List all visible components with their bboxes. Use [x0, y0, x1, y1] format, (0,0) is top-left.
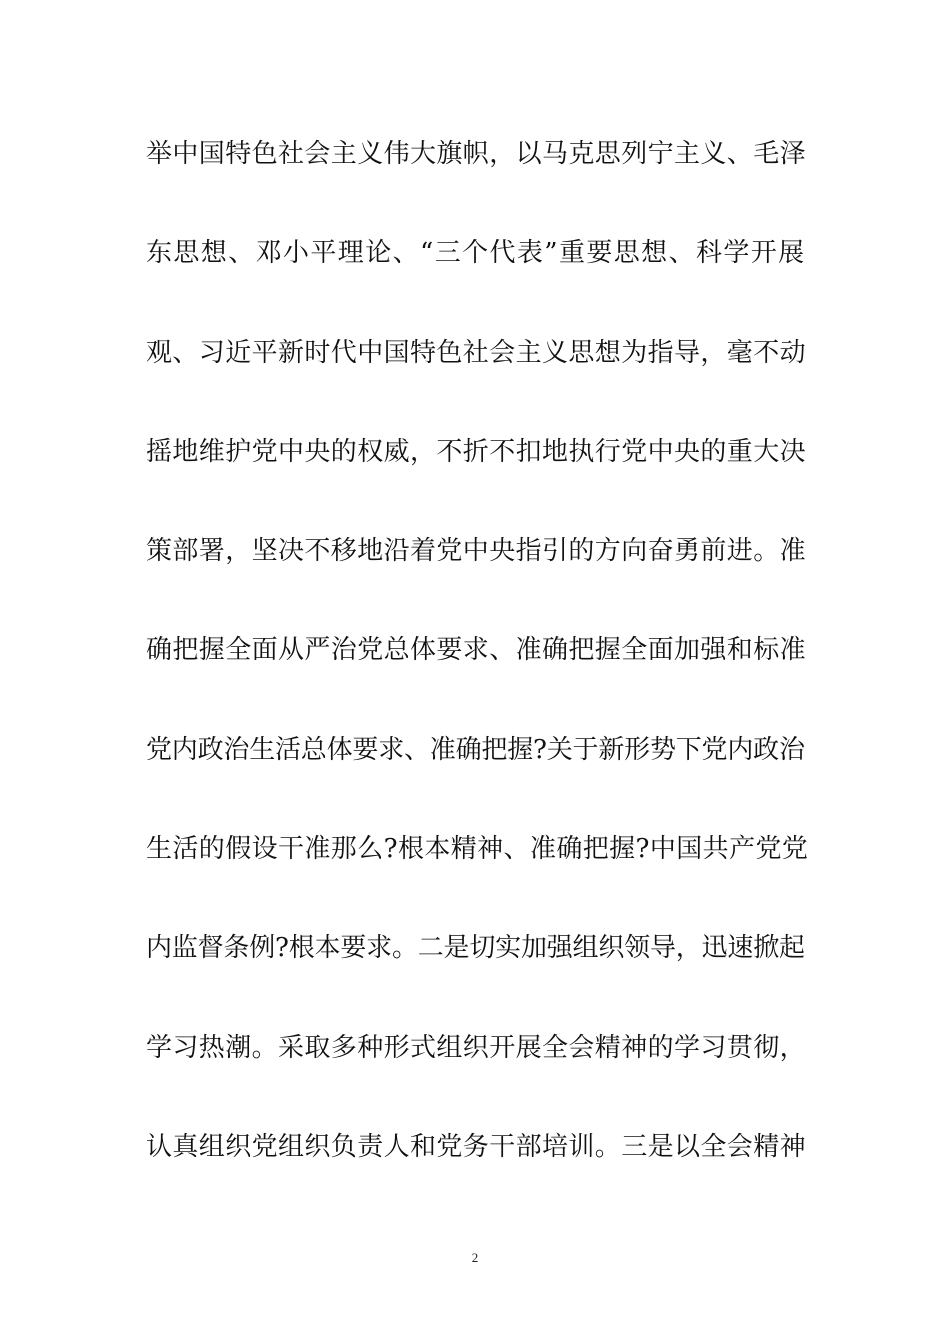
text-line: 党内政治生活总体要求、准确把握?关于新形势下党内政治 [146, 734, 805, 765]
text-line: 举中国特色社会主义伟大旗帜，以马克思列宁主义、毛泽 [146, 139, 807, 169]
text-line: 摇地维护党中央的权威，不折不扣地执行党中央的重大决 [146, 436, 807, 467]
page-number: 2 [471, 1250, 479, 1265]
text-line: 确把握全面从严治党总体要求、准确把握全面加强和标准 [146, 635, 807, 666]
body-text [146, 132, 809, 1224]
text-line: 策部署，坚决不移地沿着党中央指引的方向奋勇前进。准 [146, 536, 807, 567]
text-line: 内监督条例?根本要求。二是切实加强组织领导，迅速掀起 [146, 933, 805, 964]
text-line: 认真组织党组织负责人和党务干部培训。三是以全会精神 [146, 1131, 807, 1162]
text-line: 观、习近平新时代中国特色社会主义思想为指导，毫不动 [146, 337, 807, 368]
text-line: 东思想、邓小平理论、“三个代表”重要思想、科学开展 [146, 238, 806, 269]
text-line: 学习热潮。采取多种形式组织开展全会精神的学习贯彻， [146, 1032, 807, 1063]
text-line: 生活的假设干准那么?根本精神、准确把握?中国共产党党 [146, 834, 809, 865]
